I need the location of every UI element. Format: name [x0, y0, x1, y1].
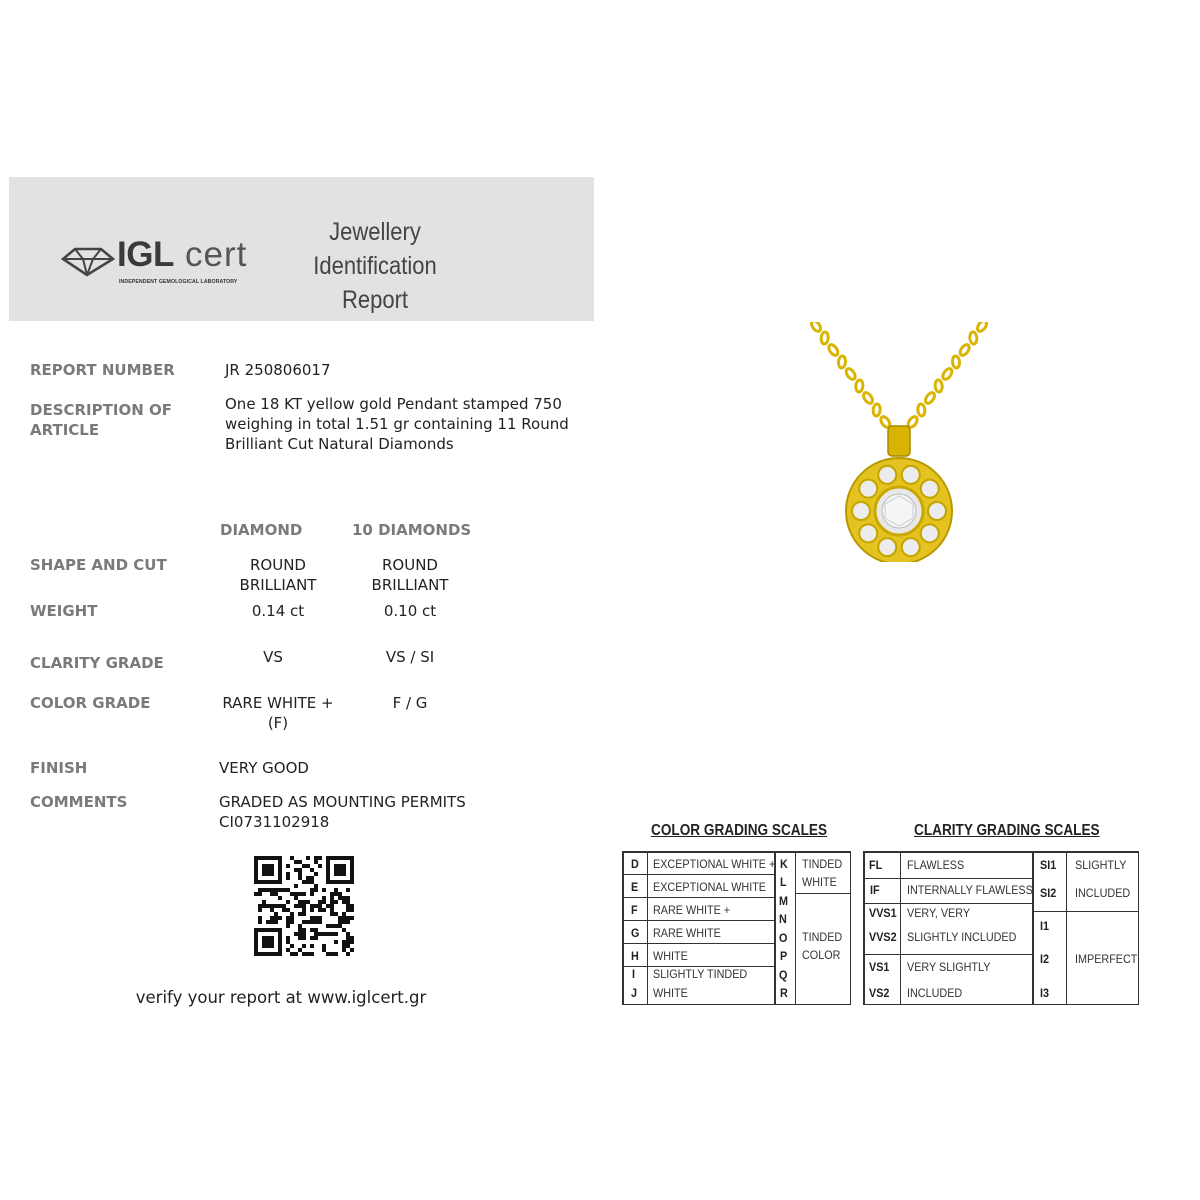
- color-grade-g: G: [631, 926, 640, 940]
- clarity-grade-si2: SI2: [1040, 886, 1057, 900]
- color-grade-d: D: [631, 857, 639, 871]
- report-title-line: Report: [341, 286, 409, 314]
- clarity-grade-desc: VERY, VERY: [907, 906, 971, 920]
- clarity-grade-i1: I1: [1040, 919, 1050, 933]
- color-10: F / G: [392, 694, 428, 712]
- color-grade-q: Q: [779, 968, 788, 982]
- logo-text-igl: IGL: [117, 235, 174, 274]
- comments-label: COMMENTS: [30, 793, 128, 811]
- color-diamond-line: RARE WHITE +: [222, 694, 334, 712]
- color-grade-k: K: [780, 857, 788, 871]
- column-header-10-diamonds: 10 DIAMONDS: [352, 521, 472, 539]
- clarity-grade-desc: FLAWLESS: [907, 858, 965, 872]
- clarity-grade-vvs1: VVS1: [869, 906, 897, 920]
- shape-10-line: ROUND: [382, 556, 438, 574]
- color-scale-table: [622, 851, 851, 1005]
- report-number-value: JR 250806017: [225, 361, 331, 379]
- clarity-grade-vvs2: VVS2: [869, 930, 897, 944]
- description-line: Brilliant Cut Natural Diamonds: [225, 435, 454, 453]
- clarity-grade-if: IF: [870, 883, 880, 897]
- description-label-line2: ARTICLE: [30, 421, 100, 439]
- logo-subtitle: INDEPENDENT GEMOLOGICAL LABORATORY: [119, 279, 238, 285]
- comments-line: GRADED AS MOUNTING PERMITS: [219, 793, 466, 811]
- color-scale-title: COLOR GRADING SCALES: [651, 822, 828, 839]
- color-range-desc: WHITE: [802, 875, 837, 889]
- clarity-grade-i3: I3: [1040, 986, 1050, 1000]
- clarity-range-desc: IMPERFECT: [1075, 952, 1138, 966]
- clarity-grade-si1: SI1: [1040, 858, 1057, 872]
- color-grade-desc: RARE WHITE: [653, 926, 721, 940]
- diamond-logo-icon: [61, 245, 115, 279]
- clarity-grade-vs2: VS2: [869, 986, 890, 1000]
- weight-diamond: 0.14 ct: [251, 602, 305, 620]
- description-label: DESCRIPTION OF: [30, 401, 172, 419]
- color-grade-desc: EXCEPTIONAL WHITE: [653, 880, 767, 894]
- verify-text: verify your report at www.iglcert.gr: [135, 988, 427, 1007]
- color-grade-f: F: [631, 903, 638, 917]
- clarity-grade-desc: INCLUDED: [907, 986, 963, 1000]
- clarity-grade-fl: FL: [869, 858, 883, 872]
- color-grade-o: O: [779, 931, 788, 945]
- clarity-grade-desc: VERY SLIGHTLY: [907, 960, 991, 974]
- color-grade-desc: WHITE: [653, 986, 688, 1000]
- weight-10: 0.10 ct: [383, 602, 437, 620]
- clarity-grade-desc: SLIGHTLY INCLUDED: [907, 930, 1017, 944]
- clarity-diamond: VS: [263, 648, 283, 666]
- clarity-grade-i2: I2: [1040, 952, 1050, 966]
- color-grade-desc: WHITE: [653, 949, 688, 963]
- color-grade-i: I: [632, 967, 636, 981]
- color-range-desc: TINDED: [802, 857, 843, 871]
- shape-10-line: BRILLIANT: [371, 576, 449, 594]
- finish-value: VERY GOOD: [219, 759, 309, 777]
- description-line: One 18 KT yellow gold Pendant stamped 750: [225, 395, 562, 413]
- color-grade-l: L: [780, 875, 787, 889]
- qr-code: [254, 856, 354, 956]
- report-title: [299, 215, 450, 317]
- shape-label: SHAPE AND CUT: [30, 556, 167, 574]
- color-diamond-line: (F): [267, 714, 289, 732]
- clarity-label: CLARITY GRADE: [30, 654, 164, 672]
- color-grade-r: R: [780, 986, 788, 1000]
- finish-label: FINISH: [30, 759, 88, 777]
- color-grade-label: COLOR GRADE: [30, 694, 151, 712]
- color-grade-p: P: [780, 949, 788, 963]
- color-grade-desc: SLIGHTLY TINDED: [653, 967, 748, 981]
- color-range-desc: COLOR: [802, 948, 841, 962]
- clarity-range-desc: SLIGHTLY: [1075, 858, 1127, 872]
- shape-diamond-line: ROUND: [250, 556, 306, 574]
- color-grade-e: E: [631, 880, 639, 894]
- shape-diamond-line: BRILLIANT: [239, 576, 317, 594]
- color-grade-m: M: [779, 894, 788, 908]
- report-title-line: Jewellery: [329, 218, 421, 246]
- pendant-photo: [800, 322, 1000, 562]
- weight-label: WEIGHT: [30, 602, 98, 620]
- clarity-range-desc: INCLUDED: [1075, 886, 1131, 900]
- clarity-10: VS / SI: [385, 648, 435, 666]
- column-header-diamond: DIAMOND: [220, 521, 303, 539]
- report-number-label: REPORT NUMBER: [30, 361, 175, 379]
- logo-text-cert: cert: [185, 235, 248, 274]
- color-range-desc: TINDED: [802, 930, 843, 944]
- color-grade-h: H: [631, 949, 639, 963]
- color-grade-n: N: [779, 912, 787, 926]
- clarity-grade-desc: INTERNALLY FLAWLESS: [907, 883, 1033, 897]
- clarity-grade-vs1: VS1: [869, 960, 890, 974]
- igl-logo: [61, 235, 271, 291]
- color-grade-j: J: [631, 986, 638, 1000]
- clarity-scale-table: [863, 851, 1139, 1005]
- report-header: [9, 177, 594, 321]
- comments-line: CI0731102918: [219, 813, 330, 831]
- color-grade-desc: EXCEPTIONAL WHITE +: [653, 857, 776, 871]
- clarity-scale-title: CLARITY GRADING SCALES: [914, 822, 1100, 839]
- description-line: weighing in total 1.51 gr containing 11 Round: [225, 415, 569, 433]
- report-title-line: Identification: [313, 252, 437, 280]
- color-grade-desc: RARE WHITE +: [653, 903, 731, 917]
